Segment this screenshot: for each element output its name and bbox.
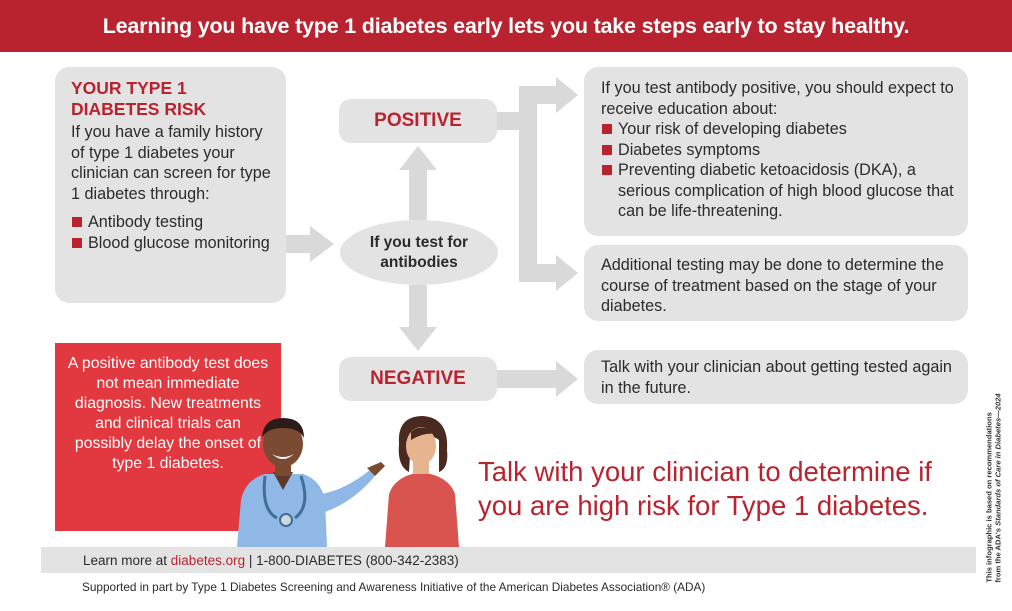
phone-number: 1-800-DIABETES (800-342-2383) <box>256 552 459 568</box>
arrow-risk-to-center <box>286 226 334 262</box>
list-item: Blood glucose monitoring <box>71 233 272 254</box>
header-banner: Learning you have type 1 diabetes early lets you take steps early to stay healthy. <box>0 0 1012 52</box>
learn-more-label: Learn more at <box>83 552 171 568</box>
patient-figure <box>385 416 459 547</box>
list-item: Preventing diabetic ketoacidosis (DKA), a serious complication of high blood glucose that can be life-threatening. <box>601 160 956 222</box>
list-item: Your risk of developing diabetes <box>601 119 956 140</box>
education-intro: If you test antibody positive, you should expect to receive education about: <box>601 79 954 118</box>
source-note-line1: This infographic is based on recommendations <box>985 411 995 583</box>
arrow-up-positive <box>399 146 437 220</box>
source-note-standards: Standards of Care in Diabetes—2024 <box>994 392 1004 526</box>
risk-title <box>71 78 272 120</box>
positive-label: POSITIVE <box>339 99 497 143</box>
diabetes-org-link[interactable]: diabetes.org <box>170 552 246 568</box>
positive-note-box: A positive antibody test does not mean immediate diagnosis. New treatments and clinical trials can possibly delay the onset of type 1 diabetes. <box>55 343 281 531</box>
clinician-message: Talk with your clinician to determine if you are high risk for Type 1 diabetes. <box>478 456 932 521</box>
center-line2: antibodies <box>380 253 458 271</box>
risk-title-line2: DIABETES RISK <box>71 99 207 119</box>
education-list <box>601 119 956 222</box>
list-item: Antibody testing <box>71 212 272 233</box>
clinician-patient-illustration <box>225 410 475 547</box>
negative-label: NEGATIVE <box>339 357 497 401</box>
source-note <box>984 375 1004 600</box>
additional-testing-panel <box>584 245 968 321</box>
education-panel <box>584 67 968 236</box>
footer-separator: | <box>245 552 257 568</box>
risk-list <box>71 212 272 253</box>
risk-panel <box>55 67 286 303</box>
source-note-line2: from the ADA's <box>994 525 1004 583</box>
clinician-figure <box>237 418 385 547</box>
additional-text: Additional testing may be done to determine the course of treatment based on the stage of your diabetes. <box>601 256 944 315</box>
antibody-test-node <box>340 220 498 285</box>
arrow-down-negative <box>399 285 437 351</box>
support-statement: Supported in part by Type 1 Diabetes Screening and Awareness Initiative of the American Diabetes Association® (ADA) <box>82 580 706 594</box>
risk-title-line1: YOUR TYPE 1 <box>71 78 187 98</box>
negative-info-panel <box>584 350 968 404</box>
footer-bar <box>41 547 976 573</box>
risk-body: If you have a family history of type 1 diabetes your clinician can screen for type 1 diabetes through: <box>71 123 271 203</box>
negative-info-text: Talk with your clinician about getting tested again in the future. <box>601 358 952 397</box>
center-line1: If you test for <box>369 233 469 251</box>
list-item: Diabetes symptoms <box>601 140 956 161</box>
arrow-bracket-vertical <box>519 86 537 282</box>
arrow-negative-to-info <box>497 361 578 397</box>
